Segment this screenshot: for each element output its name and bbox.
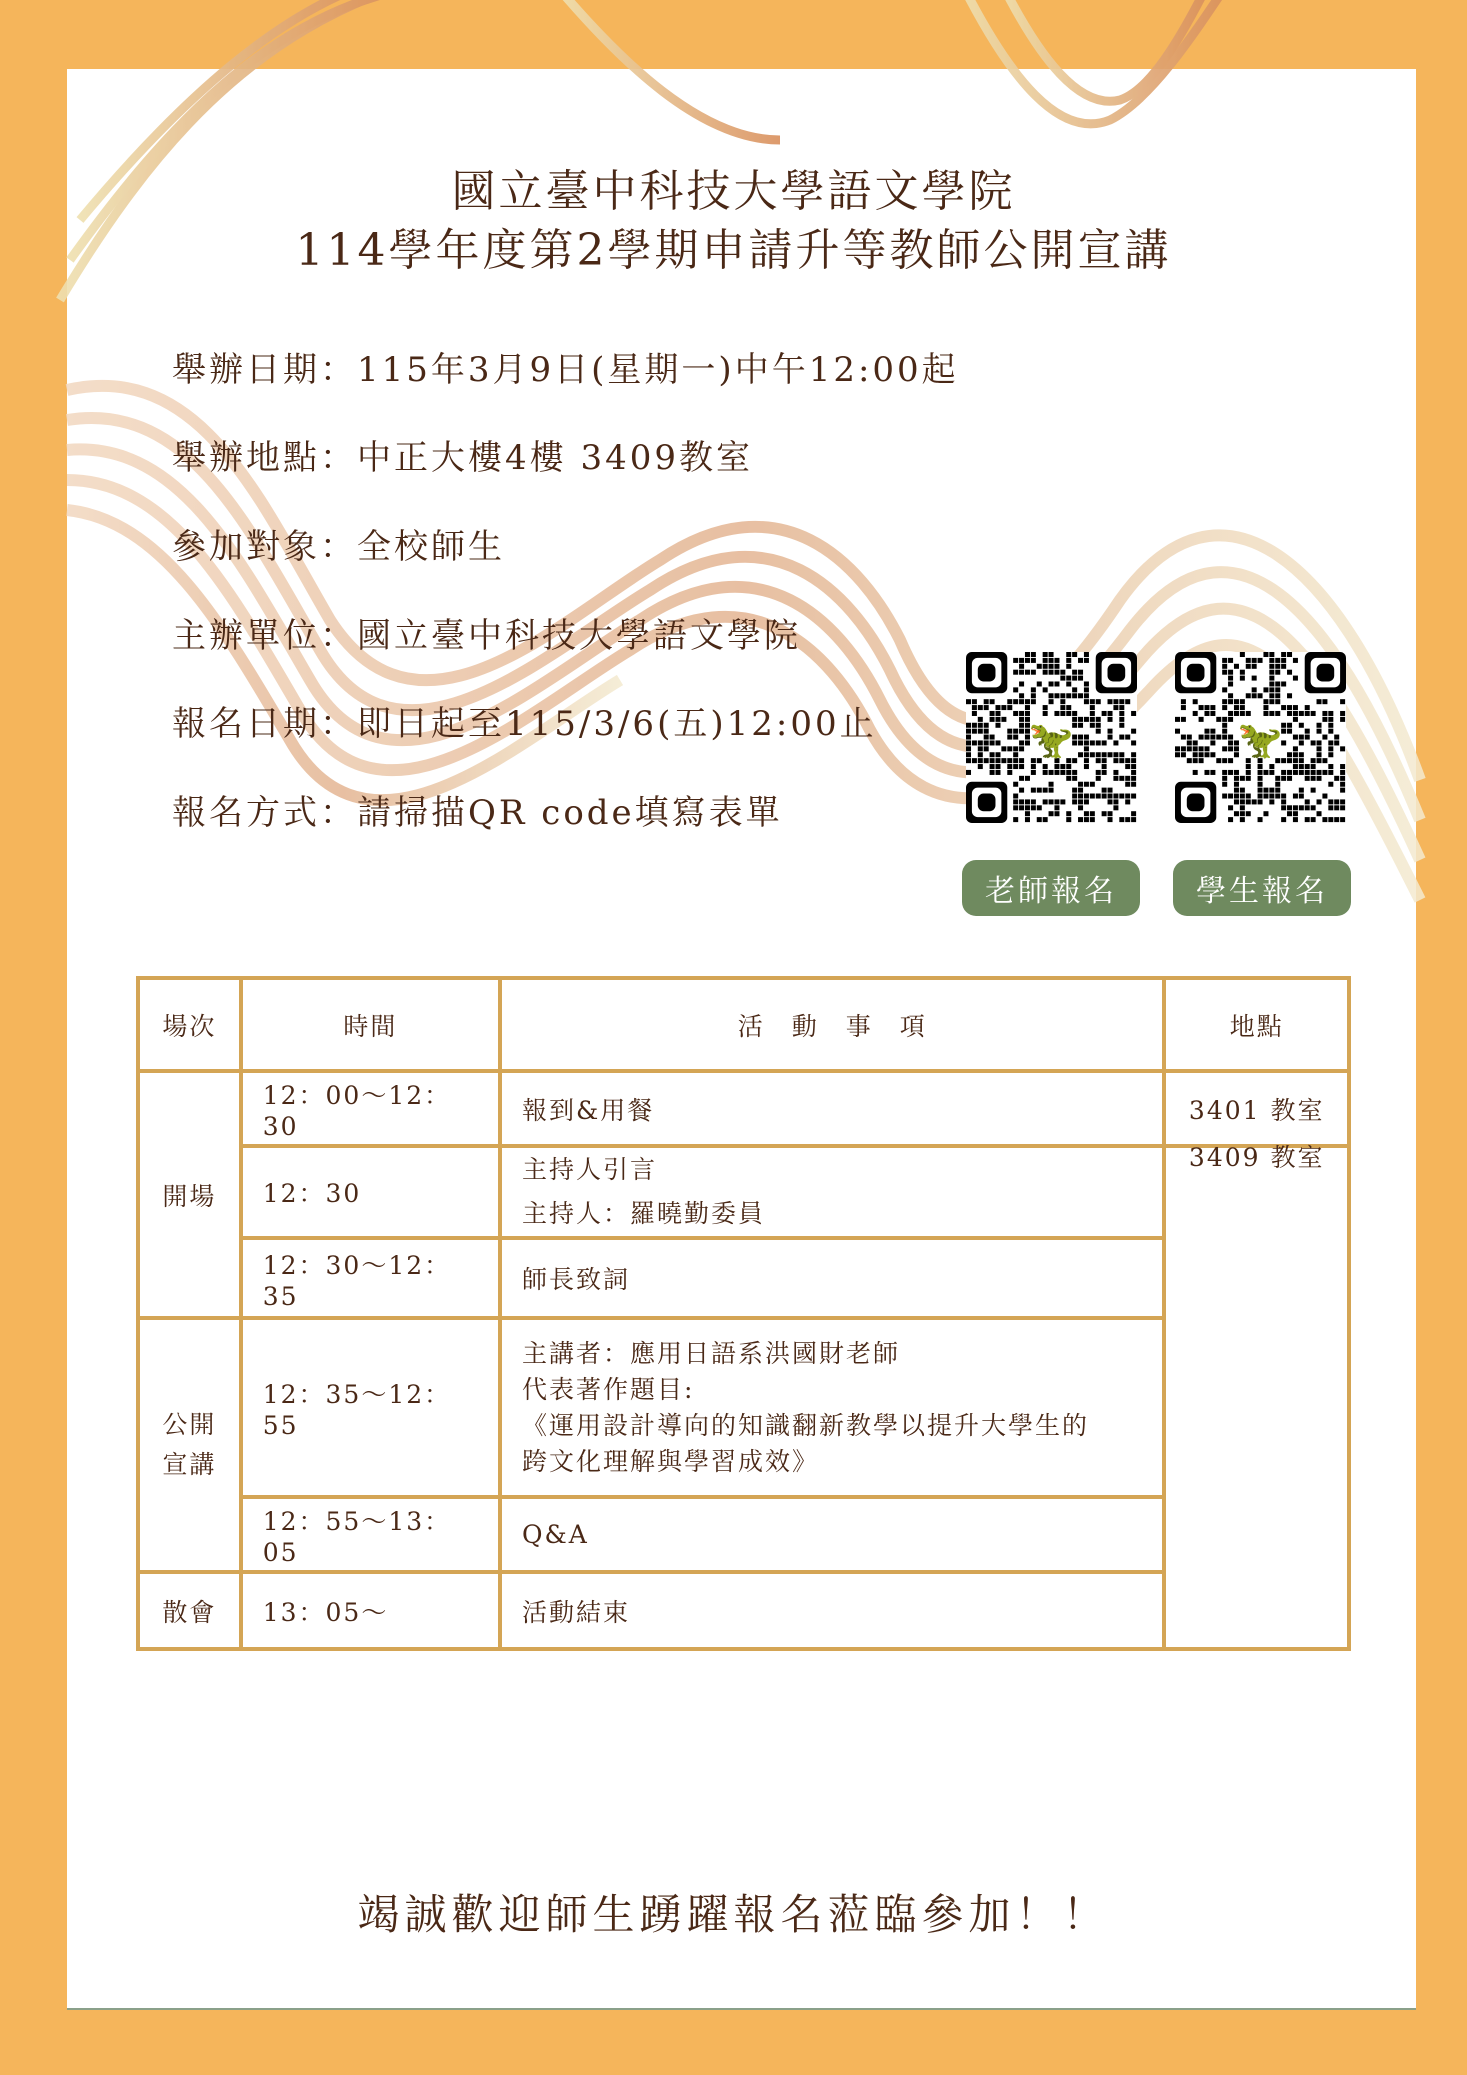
info-registration-date: 報名日期：即日起至115/3/6(五)12:00止 — [172, 704, 877, 744]
table-header-row — [138, 978, 1349, 1071]
activity-cell: 活動結束 — [500, 1572, 1164, 1649]
time-cell: 12：00～12：30 — [241, 1071, 500, 1146]
table-row — [138, 1071, 1349, 1146]
title-line-2: 114學年度第2學期申請升等教師公開宣講 — [295, 225, 1172, 276]
dino-icon: 🦖 — [1237, 720, 1283, 761]
session-lecture — [138, 1318, 241, 1572]
info-location: 舉辦地點：中正大樓4樓 3409教室 — [172, 438, 753, 478]
activity-cell: 報到&用餐 — [500, 1071, 1164, 1146]
header-time: 時間 — [241, 978, 500, 1071]
info-date: 舉辦日期：115年3月9日(星期一)中午12:00起 — [172, 350, 959, 390]
activity-cell — [500, 1146, 1164, 1238]
time-cell: 12：30～12：35 — [241, 1238, 500, 1318]
activity-line: 主持人引言 — [522, 1155, 658, 1184]
time-cell: 13：05～ — [241, 1572, 500, 1649]
table-row — [138, 1146, 1349, 1238]
welcome-message: 竭誠歡迎師生踴躍報名蒞臨參加！！ — [357, 1890, 1110, 1939]
time-cell: 12：35～12：55 — [241, 1318, 500, 1497]
teacher-qr-code[interactable] — [966, 652, 1137, 823]
header-session: 場次 — [138, 978, 241, 1071]
activity-line: 《運用設計導向的知識翻新教學以提升大學生的 — [522, 1410, 1090, 1440]
info-organizer: 主辦單位：國立臺中科技大學語文學院 — [172, 616, 801, 656]
session-close: 散會 — [138, 1572, 241, 1649]
teacher-register-button[interactable]: 老師報名 — [962, 860, 1140, 916]
student-register-button[interactable]: 學生報名 — [1173, 860, 1351, 916]
activity-cell — [500, 1318, 1164, 1497]
title-line-1: 國立臺中科技大學語文學院 — [451, 166, 1016, 217]
header-activity: 活 動 事 項 — [500, 978, 1164, 1071]
location-3409-label: 3409 教室 — [1188, 1142, 1325, 1172]
activity-line: 跨文化理解與學習成效》 — [522, 1446, 820, 1476]
header-location: 地點 — [1164, 978, 1349, 1071]
session-open: 開場 — [138, 1071, 241, 1318]
dino-icon: 🦖 — [1028, 720, 1074, 761]
activity-cell: 師長致詞 — [500, 1238, 1164, 1318]
activity-line: 主持人：羅曉勤委員 — [522, 1199, 766, 1228]
activity-line: 主講者：應用日語系洪國財老師 — [522, 1338, 901, 1368]
session-lecture-line: 宣講 — [162, 1450, 217, 1479]
time-cell: 12：55～13：05 — [241, 1497, 500, 1572]
session-lecture-line: 公開 — [162, 1410, 217, 1439]
time-cell: 12：30 — [241, 1146, 500, 1238]
location-3409 — [1164, 1142, 1349, 1649]
info-audience: 參加對象：全校師生 — [172, 527, 505, 567]
activity-line: 代表著作題目: — [522, 1374, 695, 1404]
student-qr-code[interactable] — [1175, 652, 1346, 823]
info-registration-method: 報名方式：請掃描QR code填寫表單 — [172, 793, 783, 833]
schedule-table — [136, 976, 1351, 1651]
location-3401: 3401 教室 — [1164, 1071, 1349, 1146]
activity-cell: Q&A — [500, 1497, 1164, 1572]
